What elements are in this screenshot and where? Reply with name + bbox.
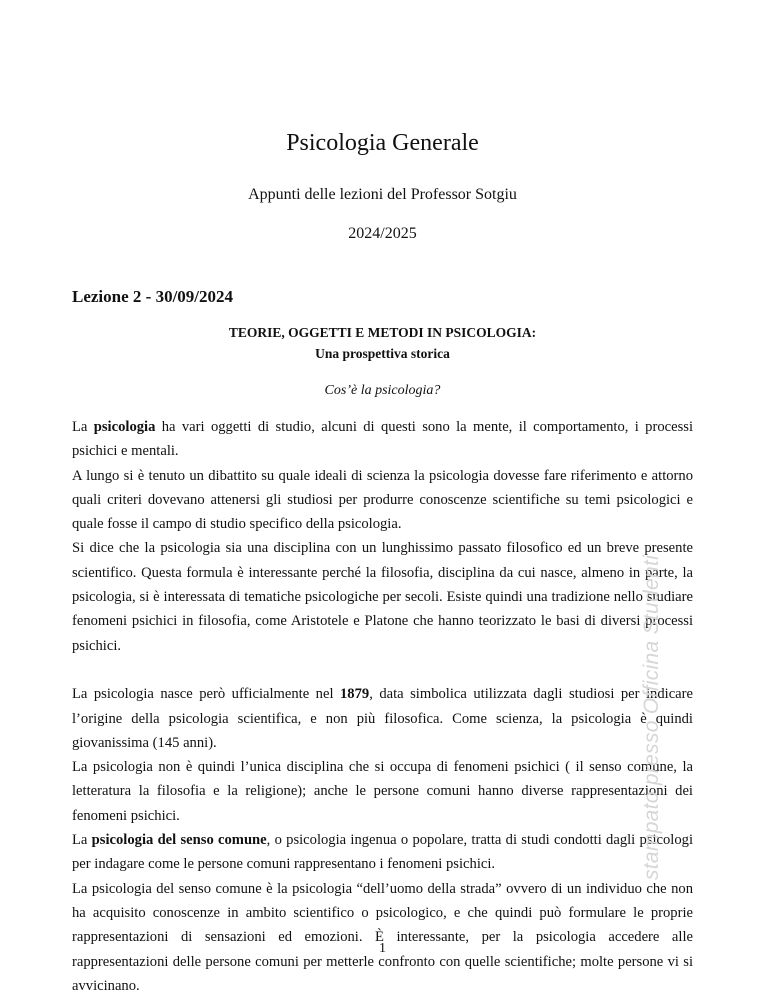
body-text [72,415,693,998]
document-title: Psicologia Generale [286,130,479,156]
paragraph [72,828,693,877]
page-number: 1 [379,941,386,956]
text: ha vari oggetti di studio, alcuni di questi sono la mente, il comportamento, i processi psichici e mentali. [72,419,693,460]
text: , o psicologia ingenua o popolare, tratta di studi condotti dagli psicologi per indagare come le persone comuni rappresentano i fenomeni psichici. [72,832,694,873]
paragraph [72,755,693,828]
text: La psicologia non è quindi l’unica disciplina che si occupa di fenomeni psichici ( il senso comune, la letteratura la filosofia e la religione); anche le persone comuni hanno diverse rappresentazioni dei fenomeni psichici. [72,759,693,824]
subsection-question: Cos’è la psicologia? [324,383,441,398]
text: La psicologia del senso comune è la psicologia “dell’uomo della strada” ovvero di un individuo che non ha acquisito conoscenze in ambito scientifico o psicologico, e che quindi può formulare le proprie rappresentazioni di sensazioni ed emozioni. È interessante, per la psicologia accedere alle rappresentazioni delle persone comuni per metterle confronto con quelle scientifiche; molte persone vi si avvicinano. [72,880,693,994]
section-subtitle: Una prospettiva storica [315,346,450,361]
bold-term: psicologia del senso comune [91,832,267,849]
bold-term: 1879 [340,686,370,703]
paragraph [72,877,693,998]
lesson-heading: Lezione 2 - 30/09/2024 [72,287,234,306]
text: La [72,419,94,435]
section-heading [0,322,765,364]
section-title: TEORIE, OGGETTI E METODI IN PSICOLOGIA: [228,325,537,340]
paragraph [72,464,693,537]
paragraph [72,415,693,464]
text: La [72,832,92,849]
text: A lungo si è tenuto un dibattito su quale ideali di scienza la psicologia dovesse fare riferimento e attorno quali criteri dovevano attenersi gli studiosi per produrre conoscenze scientifiche su temi psicologici e quale fosse il campo di studio specifico della psicologia. [72,467,693,533]
academic-year: 2024/2025 [348,225,417,242]
text: Si dice che la psicologia sia una disciplina con un lunghissimo passato filosofico ed un breve presente scientifico. Questa formula è interessante perché la filosofia, disciplina da cui nasce, almeno in parte, la psicologia, si è interessata di tematiche psicologiche per secoli. Esiste quindi una tradizione nello studiare fenomeni psichici in filosofia, come Aristotele e Platone che hanno teorizzato le basi di diversi processi psichici. [72,540,693,654]
paragraph [72,536,693,657]
text: La psicologia nasce però ufficialmente nel [72,686,340,703]
bold-term: psicologia [93,419,156,435]
watermark: stampato presso Officina Studenti [640,554,663,880]
document-subtitle: Appunti delle lezioni del Professor Sotgiu [248,186,517,203]
paragraph [72,682,693,755]
text: , data simbolica utilizzata dagli studiosi per indicare l’origine della psicologia scientifica, e non più filosofica. Come scienza, la psicologia è quindi giovanissima (145 anni). [72,686,693,751]
